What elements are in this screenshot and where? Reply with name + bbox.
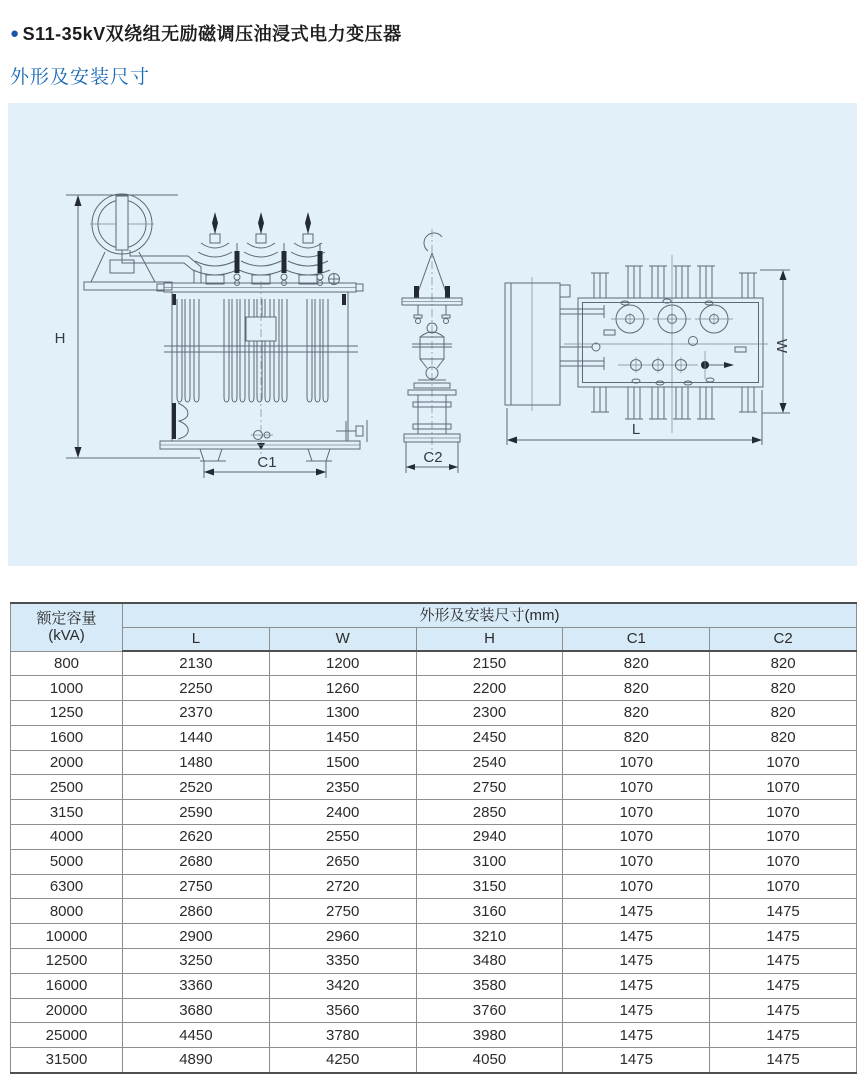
cell-W: 4250: [269, 1048, 416, 1073]
cell-H: 3480: [416, 949, 563, 974]
cell-C1: 1475: [563, 1048, 710, 1073]
cell-C2: 820: [710, 701, 857, 726]
cell-W: 2550: [269, 825, 416, 850]
cell-C1: 1475: [563, 1023, 710, 1048]
section-subtitle: 外形及安装尺寸: [10, 67, 151, 88]
table-row: [11, 924, 857, 949]
cell-C2: 1475: [710, 1048, 857, 1073]
header-rated-capacity: [11, 603, 123, 651]
side-valve: [336, 420, 367, 442]
cell-kva: 1250: [11, 701, 123, 726]
cell-C2: 820: [710, 725, 857, 750]
cell-H: 3760: [416, 998, 563, 1023]
cell-L: 3680: [123, 998, 270, 1023]
cell-kva: 8000: [11, 899, 123, 924]
cable-box: [172, 403, 188, 439]
cell-C2: 1070: [710, 849, 857, 874]
cell-H: 2450: [416, 725, 563, 750]
cell-kva: 25000: [11, 1023, 123, 1048]
cell-L: 2750: [123, 874, 270, 899]
cell-L: 2590: [123, 800, 270, 825]
cell-H: 3580: [416, 973, 563, 998]
table-row: [11, 676, 857, 701]
header-rated-capacity-line2: (kVA): [48, 627, 85, 645]
cell-kva: 6300: [11, 874, 123, 899]
cell-L: 1440: [123, 725, 270, 750]
cell-C1: 1070: [563, 825, 710, 850]
table-body: [11, 651, 857, 1073]
cell-H: 2150: [416, 651, 563, 676]
cell-W: 1260: [269, 676, 416, 701]
radiator-fins-top: [591, 266, 757, 298]
cell-C2: 1070: [710, 750, 857, 775]
cell-W: 3560: [269, 998, 416, 1023]
cell-L: 2620: [123, 825, 270, 850]
cell-C2: 1475: [710, 998, 857, 1023]
cell-W: 1500: [269, 750, 416, 775]
cell-kva: 2500: [11, 775, 123, 800]
cell-kva: 800: [11, 651, 123, 676]
header-col-C1: C1: [563, 627, 710, 651]
cell-kva: 4000: [11, 825, 123, 850]
cell-C2: 820: [710, 651, 857, 676]
cell-kva: 1000: [11, 676, 123, 701]
dimension-W: [760, 270, 790, 413]
tank-cover: [157, 283, 363, 305]
bushing: [239, 212, 283, 284]
header-col-H: H: [416, 627, 563, 651]
cell-C2: 1070: [710, 825, 857, 850]
dimensions-table-wrap: [10, 602, 857, 1074]
cell-W: 1200: [269, 651, 416, 676]
cell-W: 3780: [269, 1023, 416, 1048]
header-col-C2: C2: [710, 627, 857, 651]
cell-C1: 1070: [563, 775, 710, 800]
cell-W: 1450: [269, 725, 416, 750]
cell-L: 1480: [123, 750, 270, 775]
top-view: [505, 255, 790, 445]
drain-valve: [251, 431, 273, 451]
cell-W: 3420: [269, 973, 416, 998]
cell-kva: 1600: [11, 725, 123, 750]
dim-label-C2: C2: [423, 449, 443, 466]
cell-W: 2400: [269, 800, 416, 825]
bullet-icon: ●: [10, 24, 20, 42]
radiator-fins-bottom: [591, 387, 757, 419]
header-group-dimensions: 外形及安装尺寸(mm): [123, 603, 857, 627]
cell-C2: 1475: [710, 924, 857, 949]
cell-H: 3160: [416, 899, 563, 924]
tank-plan: [578, 298, 763, 387]
cell-W: 2650: [269, 849, 416, 874]
dimension-C1: [204, 454, 326, 478]
table-row: [11, 701, 857, 726]
cell-H: 2750: [416, 775, 563, 800]
cell-C2: 1070: [710, 800, 857, 825]
oil-cap: [329, 274, 340, 285]
cell-L: 2370: [123, 701, 270, 726]
cell-kva: 31500: [11, 1048, 123, 1073]
cell-C2: 1475: [710, 1023, 857, 1048]
front-view: [55, 194, 367, 478]
table-row: [11, 899, 857, 924]
dim-label-W: W: [773, 338, 790, 354]
cell-kva: 3150: [11, 800, 123, 825]
cell-C1: 1475: [563, 899, 710, 924]
cell-C2: 820: [710, 676, 857, 701]
cell-L: 2520: [123, 775, 270, 800]
table-header: [11, 603, 857, 651]
cell-C2: 1475: [710, 973, 857, 998]
cell-kva: 20000: [11, 998, 123, 1023]
cell-W: 2720: [269, 874, 416, 899]
cell-C2: 1475: [710, 949, 857, 974]
drawing-panel: [8, 103, 857, 566]
dim-label-L: L: [631, 421, 641, 438]
small-fittings: [604, 330, 746, 352]
cell-H: 3100: [416, 849, 563, 874]
cell-C2: 1070: [710, 775, 857, 800]
cell-kva: 12500: [11, 949, 123, 974]
radiator-fins-front: [177, 299, 328, 402]
header-col-L: L: [123, 627, 270, 651]
cell-C1: 1475: [563, 924, 710, 949]
cell-C1: 1070: [563, 750, 710, 775]
side-view: [402, 229, 462, 473]
header-col-W: W: [269, 627, 416, 651]
cell-kva: 5000: [11, 849, 123, 874]
cell-H: 3980: [416, 1023, 563, 1048]
cell-L: 2900: [123, 924, 270, 949]
hv-bushings: [193, 212, 340, 286]
tank-walls: [172, 292, 348, 441]
cell-C1: 1475: [563, 973, 710, 998]
conservator-plan: [505, 277, 570, 411]
cell-kva: 10000: [11, 924, 123, 949]
cell-L: 4450: [123, 1023, 270, 1048]
cell-kva: 2000: [11, 750, 123, 775]
dim-label-C1: C1: [257, 454, 277, 471]
table-row: [11, 1023, 857, 1048]
table-row: [11, 750, 857, 775]
table-row: [11, 825, 857, 850]
cell-kva: 16000: [11, 973, 123, 998]
cell-C1: 1475: [563, 998, 710, 1023]
cell-H: 2300: [416, 701, 563, 726]
cell-W: 2750: [269, 899, 416, 924]
cell-C1: 820: [563, 725, 710, 750]
cell-C1: 1070: [563, 800, 710, 825]
dimension-C2: [406, 442, 458, 473]
table-row: [11, 775, 857, 800]
cell-L: 2680: [123, 849, 270, 874]
cell-H: 2540: [416, 750, 563, 775]
cell-W: 2350: [269, 775, 416, 800]
cell-H: 3150: [416, 874, 563, 899]
table-row: [11, 973, 857, 998]
cell-C2: 1475: [710, 899, 857, 924]
cell-L: 3360: [123, 973, 270, 998]
cell-L: 2130: [123, 651, 270, 676]
cell-W: 2960: [269, 924, 416, 949]
table-row: [11, 849, 857, 874]
arrester-rods: [234, 243, 323, 286]
table-row: [11, 874, 857, 899]
cell-L: 2860: [123, 899, 270, 924]
cell-C1: 820: [563, 676, 710, 701]
cell-C1: 1475: [563, 949, 710, 974]
cell-C1: 1070: [563, 874, 710, 899]
header-rated-capacity-line1: 额定容量: [36, 610, 97, 627]
table-row: [11, 1048, 857, 1073]
cell-W: 3350: [269, 949, 416, 974]
table-row: [11, 998, 857, 1023]
lv-bushings-plan: [618, 351, 734, 379]
cell-C1: 1070: [563, 849, 710, 874]
table-row: [11, 725, 857, 750]
cell-C1: 820: [563, 701, 710, 726]
cell-L: 4890: [123, 1048, 270, 1073]
cell-H: 2940: [416, 825, 563, 850]
cell-H: 2200: [416, 676, 563, 701]
page-title-text: S11-35kV双绕组无励磁调压油浸式电力变压器: [22, 24, 402, 44]
page-title: [10, 20, 850, 46]
lifting-lugs: [621, 299, 714, 385]
table-row: [11, 800, 857, 825]
table-row: [11, 949, 857, 974]
cell-L: 2250: [123, 676, 270, 701]
cell-C1: 820: [563, 651, 710, 676]
dim-label-H: H: [54, 330, 66, 347]
bushing: [286, 212, 330, 284]
cell-H: 4050: [416, 1048, 563, 1073]
cell-C2: 1070: [710, 874, 857, 899]
conservator: [84, 194, 172, 290]
transformer-outline-drawing: [8, 103, 857, 566]
dimensions-table: [10, 602, 857, 1074]
bushing: [193, 212, 237, 284]
cell-L: 3250: [123, 949, 270, 974]
cell-W: 1300: [269, 701, 416, 726]
table-row: [11, 651, 857, 676]
cell-H: 3210: [416, 924, 563, 949]
cell-H: 2850: [416, 800, 563, 825]
